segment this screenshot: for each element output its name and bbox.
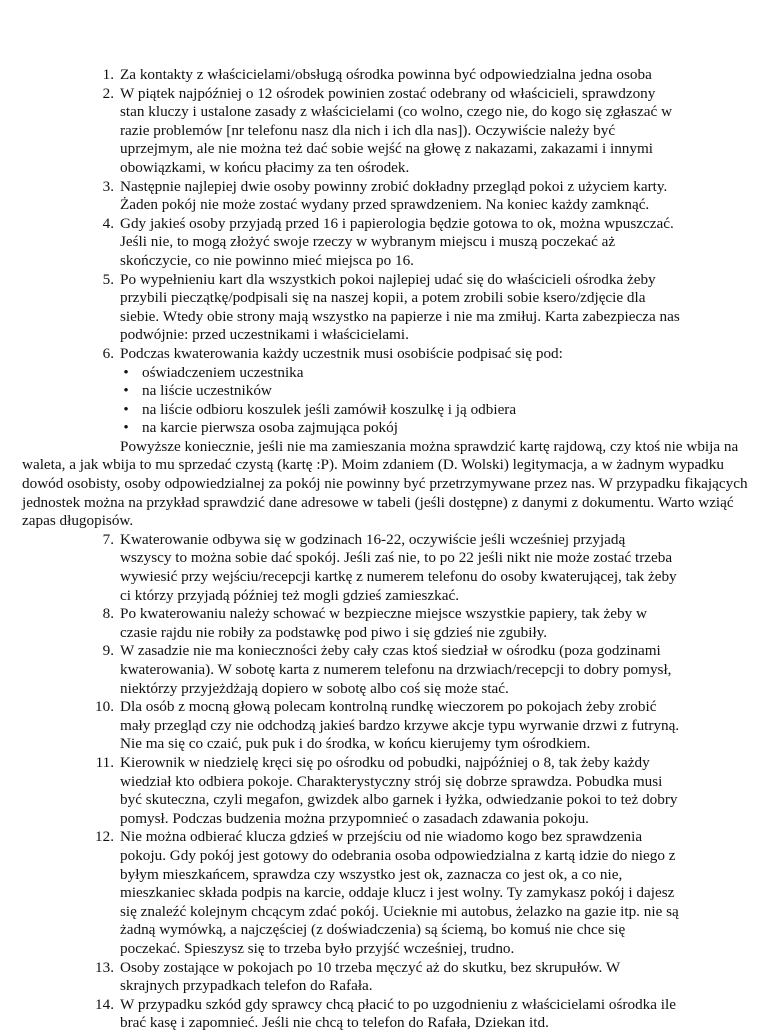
list-item: [95, 828, 680, 958]
list-item-number: 12.: [95, 828, 114, 846]
document-body: [0, 66, 768, 1033]
list-item-text: W piątek najpóźniej o 12 ośrodek powinien zostać odebrany od właścicieli, sprawdzony stan kluczy i ustalone zasady z właścicielami (co wolno, czego nie, do kogo się zgłaszać w razie problemów [nr telefonu nasz dla nich i ich dla nas]). Oczywiście należy być uprzejmym, ale nie można też dać sobie wejść na głowę z nakazami, zakazami i innymi obowiązkami, w końcu płacimy za ten ośrodek.: [120, 84, 673, 176]
list-item-number: 1.: [102, 66, 114, 83]
list-item-number: 5.: [102, 270, 114, 288]
list-item-text: Gdy jakieś osoby przyjadą przed 16 i papierologia będzie gotowa to ok, można wpuszczać. Jeśli nie, to mogą złożyć swoje rzeczy w wybranym miejscu i muszą poczekać aż skończycie, co nie powinno mieć miejsca po 16.: [120, 214, 674, 269]
list-item-number: 6.: [102, 344, 114, 362]
list-item: [102, 177, 680, 215]
bullet-text: na liście odbioru koszulek jeśli zamówił koszulkę i ją odbiera: [142, 400, 517, 418]
list-item: [102, 642, 680, 698]
list-item-text: Podczas kwaterowania każdy uczestnik musi osobiście podpisać się pod:: [120, 344, 563, 362]
list-item-number: 10.: [95, 698, 114, 716]
bullet-icon: •: [123, 382, 129, 400]
list-item-number: 7.: [102, 530, 114, 548]
list-item: [95, 698, 680, 754]
list-item-number: 8.: [102, 605, 114, 623]
list-item-number: 13.: [95, 958, 114, 976]
bullet-item: [120, 364, 680, 383]
bullet-icon: •: [123, 419, 129, 437]
list-item: [102, 605, 680, 642]
list-item: [95, 753, 680, 828]
list-item-text: Kwaterowanie odbywa się w godzinach 16-22, oczywiście jeśli wcześniej przyjadą wszyscy to można sobie dać spokój. Jeśli zaś nie, to po 22 jeśli nikt nie może zostać trzeba wywiesić przy wejściu/recepcji kartkę z numerem telefonu do osoby kwaterującej, tak żeby ci którzy przyjadą później też mogli gdzieś zamieszkać.: [120, 530, 677, 604]
list-item-number: 4.: [102, 214, 114, 232]
list-item-text: Osoby zostające w pokojach po 10 trzeba męczyć aż do skutku, bez skrupułów. W skrajnych przypadkach telefon do Rafała.: [120, 958, 620, 995]
list-item-number: 3.: [102, 177, 114, 195]
list-item-text: Po kwaterowaniu należy schować w bezpieczne miejsce wszystkie papiery, tak żeby w czasie rajdu nie robiły za podstawkę pod piwo i się gdzieś nie zgubiły.: [120, 605, 647, 641]
bullet-item: [120, 419, 680, 438]
list-item-number: 11.: [95, 753, 114, 771]
numbered-list: [0, 66, 768, 364]
list-item: [102, 530, 680, 605]
bullet-text: oświadczeniem uczestnika: [142, 363, 304, 381]
list-item-text: Po wypełnieniu kart dla wszystkich pokoi najlepiej udać się do właścicieli ośrodka żeby przybili pieczątkę/podpisali się na naszej kopii, a potem zrobili sobie ksero/zdjęcie dla siebie. Wtedy obie strony mają wszystko na papierze i nie ma zmiłuj. Karta zabezpiecza nas podwójnie: przed uczestnikami i właścicielami.: [120, 270, 680, 344]
list-item-text: Kierownik w niedzielę kręci się po ośrodku od pobudki, najpóźniej o 8, tak żeby każdy wiedział kto odbiera pokoje. Charakterystyczny strój się dobrze sprawdza. Pobudka musi być skuteczna, czyli megafon, gwizdek albo garnek i łyżka, odwiedzanie pokoi to też dobry pomysł. Podczas budzenia można przypomnieć o zasadach zdawania pokoju.: [120, 753, 678, 827]
bullet-list: [0, 364, 768, 438]
bullet-icon: •: [123, 400, 129, 418]
bullet-text: na karcie pierwsza osoba zajmująca pokój: [142, 419, 398, 437]
list-item-number: 14.: [95, 995, 114, 1013]
bullet-item: [120, 382, 680, 401]
list-item-text: Za kontakty z właścicielami/obsługą ośrodka powinna być odpowiedzialna jedna osoba: [120, 66, 652, 83]
list-item-number: 9.: [102, 642, 114, 660]
numbered-list-continued: [0, 531, 768, 1033]
list-item-text: Nie można odbierać klucza gdzieś w przejściu od nie wiadomo kogo bez sprawdzenia pokoju. Gdy pokój jest gotowy do odebrania osoba odpowiedzialna z kartą idzie do niego z byłym mieszkańcem, sprawdza czy wszystko jest ok, zaznacza co jest ok, a co nie, mieszkaniec składa podpis na karcie, oddaje klucz i jest wolny. Ty zamykasz pokój i dajesz się znaleźć kolejnym chcącym zdać pokój. Ucieknie mi autobus, żelazko na gazie itp. nie są żadną wymówką, a najczęściej (z doświadczenia) są ściemą, bo komuś nie chce się poczekać. Spieszysz się to trzeba było przyjść wcześniej, trudno.: [120, 828, 679, 957]
bullet-icon: •: [123, 363, 129, 381]
list-item: [102, 66, 680, 85]
list-item-text: W przypadku szkód gdy sprawcy chcą płacić to po uzgodnieniu z właścicielami ośrodka ile brać kasę i zapomnieć. Jeśli nie chcą to telefon do Rafała, Dziekan itd.: [120, 995, 676, 1032]
list-item-text: Następnie najlepiej dwie osoby powinny zrobić dokładny przegląd pokoi z użyciem karty. Żaden pokój nie może zostać wydany przed sprawdzeniem. Na koniec każdy zamknąć.: [120, 177, 668, 214]
list-item: [102, 344, 680, 364]
list-item: [102, 270, 680, 345]
list-item-number: 2.: [102, 84, 114, 102]
bullet-text: na liście uczestników: [142, 382, 272, 400]
list-item: [95, 958, 680, 996]
list-item-text: Dla osób z mocną głową polecam kontrolną rundkę wieczorem po pokojach żeby zrobić mały przegląd czy nie odchodzą jakieś bardzo krzywe akcje typu wyrwanie drzwi z futryną. Nie ma się co czaić, puk puk i do środka, w końcu kierujemy tym ośrodkiem.: [120, 698, 680, 753]
list-item: [95, 995, 680, 1033]
list-item: [102, 84, 680, 178]
bullet-item: [120, 401, 680, 420]
list-item: [102, 214, 680, 271]
list-item-text: W zasadzie nie ma konieczności żeby cały czas ktoś siedział w ośrodku (poza godzinami kwaterowania). W sobotę karta z numerem telefonu na drzwiach/recepcji to dobry pomysł, niektórzy przyjeżdżają dopiero w sobotę albo coś się może stać.: [120, 642, 672, 697]
body-paragraph: Powyższe koniecznie, jeśli nie ma zamieszania można sprawdzić kartę rajdową, czy ktoś nie wbija na waleta, a jak wbija to mu sprzedać czystą (kartę :P). Moim zdaniem (D. Wolski) legitymacja, a w żadnym wypadku dowód osobisty, osoby odpowiedzialnej za pokój nie powinny być przetrzymywane przez nas. W przypadku fikających jednostek można na przykład sprawdzić dane adresowe w tabeli (jeśli dostępne) z danymi z dokumentu. Warto wziąć zapas długopisów.: [22, 437, 748, 530]
